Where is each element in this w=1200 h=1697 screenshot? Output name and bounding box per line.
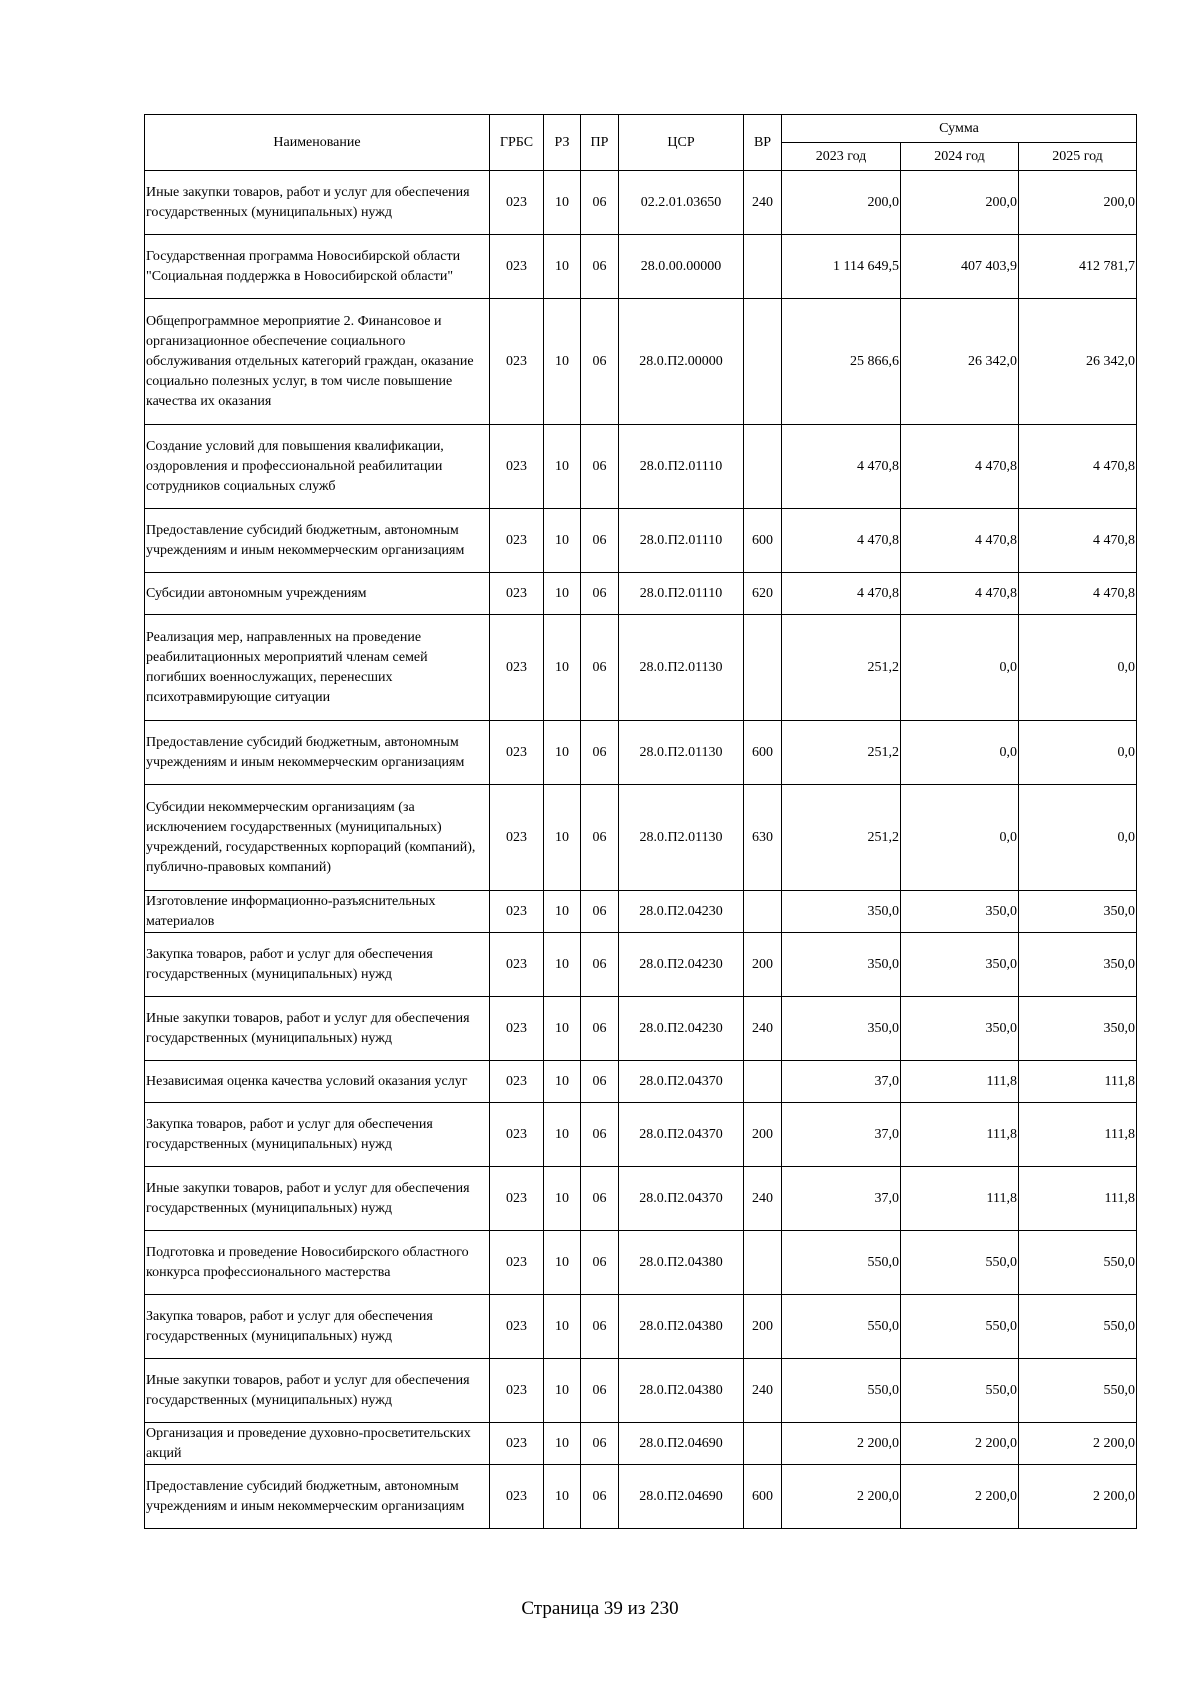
table-row [145, 235, 1137, 299]
cell-2023: 4 470,8 [782, 425, 901, 509]
cell-grbs: 023 [490, 1231, 544, 1295]
cell-2025: 2 200,0 [1019, 1423, 1137, 1465]
cell-2023: 550,0 [782, 1359, 901, 1423]
cell-2024: 350,0 [901, 997, 1019, 1061]
table-row [145, 171, 1137, 235]
cell-2023: 251,2 [782, 721, 901, 785]
cell-rz: 10 [544, 933, 581, 997]
cell-2024: 550,0 [901, 1231, 1019, 1295]
cell-pr: 06 [581, 1167, 619, 1231]
cell-2024: 0,0 [901, 785, 1019, 891]
cell-name: Предоставление субсидий бюджетным, автономным учреждениям и иным некоммерческим организациям [145, 721, 490, 785]
cell-2025: 4 470,8 [1019, 573, 1137, 615]
cell-2023: 2 200,0 [782, 1465, 901, 1529]
cell-2024: 4 470,8 [901, 573, 1019, 615]
cell-csr: 28.0.П2.00000 [619, 299, 744, 425]
cell-grbs: 023 [490, 1465, 544, 1529]
cell-2025: 350,0 [1019, 933, 1137, 997]
cell-2025: 111,8 [1019, 1167, 1137, 1231]
cell-2024: 407 403,9 [901, 235, 1019, 299]
cell-rz: 10 [544, 299, 581, 425]
cell-grbs: 023 [490, 573, 544, 615]
cell-vr: 630 [744, 785, 782, 891]
cell-2025: 550,0 [1019, 1359, 1137, 1423]
cell-2023: 37,0 [782, 1061, 901, 1103]
cell-csr: 28.0.П2.04380 [619, 1295, 744, 1359]
cell-pr: 06 [581, 1465, 619, 1529]
table-body [145, 171, 1137, 1529]
cell-grbs: 023 [490, 891, 544, 933]
cell-2024: 4 470,8 [901, 425, 1019, 509]
cell-2024: 26 342,0 [901, 299, 1019, 425]
cell-pr: 06 [581, 235, 619, 299]
cell-grbs: 023 [490, 299, 544, 425]
cell-grbs: 023 [490, 721, 544, 785]
cell-2024: 550,0 [901, 1359, 1019, 1423]
cell-csr: 28.0.П2.04380 [619, 1359, 744, 1423]
cell-csr: 28.0.П2.01130 [619, 615, 744, 721]
cell-2025: 350,0 [1019, 891, 1137, 933]
cell-pr: 06 [581, 1231, 619, 1295]
header-pr: ПР [581, 115, 619, 171]
table-row [145, 1295, 1137, 1359]
cell-grbs: 023 [490, 615, 544, 721]
cell-2025: 0,0 [1019, 785, 1137, 891]
cell-name: Иные закупки товаров, работ и услуг для обеспечения государственных (муниципальных) нужд [145, 171, 490, 235]
cell-name: Закупка товаров, работ и услуг для обеспечения государственных (муниципальных) нужд [145, 1295, 490, 1359]
cell-vr [744, 235, 782, 299]
cell-pr: 06 [581, 1061, 619, 1103]
table-row [145, 1061, 1137, 1103]
cell-name: Подготовка и проведение Новосибирского областного конкурса профессионального мастерства [145, 1231, 490, 1295]
cell-csr: 28.0.П2.01130 [619, 785, 744, 891]
cell-name: Изготовление информационно-разъяснительных материалов [145, 891, 490, 933]
cell-2024: 200,0 [901, 171, 1019, 235]
cell-vr: 240 [744, 171, 782, 235]
cell-2024: 4 470,8 [901, 509, 1019, 573]
cell-vr: 240 [744, 1359, 782, 1423]
cell-2025: 111,8 [1019, 1103, 1137, 1167]
table-row [145, 933, 1137, 997]
table-row [145, 425, 1137, 509]
cell-vr [744, 1423, 782, 1465]
cell-2025: 4 470,8 [1019, 509, 1137, 573]
cell-rz: 10 [544, 1295, 581, 1359]
cell-rz: 10 [544, 171, 581, 235]
table-row [145, 615, 1137, 721]
cell-pr: 06 [581, 1103, 619, 1167]
cell-2023: 350,0 [782, 933, 901, 997]
table-row [145, 1423, 1137, 1465]
cell-2023: 550,0 [782, 1231, 901, 1295]
cell-vr: 240 [744, 1167, 782, 1231]
cell-csr: 28.0.П2.04370 [619, 1103, 744, 1167]
cell-vr: 240 [744, 997, 782, 1061]
header-year-2024: 2024 год [901, 143, 1019, 171]
cell-name: Иные закупки товаров, работ и услуг для обеспечения государственных (муниципальных) нужд [145, 997, 490, 1061]
cell-name: Общепрограммное мероприятие 2. Финансовое и организационное обеспечение социального обслуживания отдельных категорий граждан, оказание социально полезных услуг, в том числе повышение качества их оказания [145, 299, 490, 425]
cell-vr [744, 615, 782, 721]
cell-vr: 600 [744, 1465, 782, 1529]
cell-csr: 28.0.П2.04230 [619, 933, 744, 997]
budget-table [144, 114, 1137, 1529]
cell-pr: 06 [581, 1295, 619, 1359]
cell-2025: 350,0 [1019, 997, 1137, 1061]
cell-2025: 550,0 [1019, 1231, 1137, 1295]
cell-2023: 251,2 [782, 615, 901, 721]
cell-csr: 28.0.П2.04380 [619, 1231, 744, 1295]
cell-2025: 26 342,0 [1019, 299, 1137, 425]
cell-rz: 10 [544, 1359, 581, 1423]
cell-grbs: 023 [490, 1061, 544, 1103]
table-row [145, 891, 1137, 933]
table-row [145, 785, 1137, 891]
cell-pr: 06 [581, 997, 619, 1061]
cell-csr: 02.2.01.03650 [619, 171, 744, 235]
cell-rz: 10 [544, 235, 581, 299]
table-row [145, 509, 1137, 573]
cell-rz: 10 [544, 509, 581, 573]
cell-csr: 28.0.00.00000 [619, 235, 744, 299]
cell-pr: 06 [581, 891, 619, 933]
cell-csr: 28.0.П2.01110 [619, 573, 744, 615]
cell-name: Закупка товаров, работ и услуг для обеспечения государственных (муниципальных) нужд [145, 933, 490, 997]
cell-vr [744, 425, 782, 509]
header-year-2025: 2025 год [1019, 143, 1137, 171]
cell-2024: 350,0 [901, 891, 1019, 933]
cell-vr: 600 [744, 721, 782, 785]
table-row [145, 721, 1137, 785]
cell-name: Предоставление субсидий бюджетным, автономным учреждениям и иным некоммерческим организациям [145, 1465, 490, 1529]
cell-rz: 10 [544, 1103, 581, 1167]
cell-2023: 37,0 [782, 1103, 901, 1167]
cell-2024: 111,8 [901, 1103, 1019, 1167]
cell-vr: 200 [744, 933, 782, 997]
cell-2023: 350,0 [782, 997, 901, 1061]
cell-pr: 06 [581, 171, 619, 235]
header-sum: Сумма [782, 115, 1137, 143]
cell-vr [744, 299, 782, 425]
cell-grbs: 023 [490, 933, 544, 997]
cell-2025: 200,0 [1019, 171, 1137, 235]
cell-pr: 06 [581, 1359, 619, 1423]
cell-csr: 28.0.П2.01110 [619, 509, 744, 573]
cell-grbs: 023 [490, 1167, 544, 1231]
cell-2023: 251,2 [782, 785, 901, 891]
cell-2024: 0,0 [901, 615, 1019, 721]
header-name: Наименование [145, 115, 490, 171]
table-row [145, 573, 1137, 615]
table-row [145, 997, 1137, 1061]
cell-grbs: 023 [490, 1295, 544, 1359]
cell-2023: 4 470,8 [782, 573, 901, 615]
header-vr: ВР [744, 115, 782, 171]
cell-name: Государственная программа Новосибирской области "Социальная поддержка в Новосибирской области" [145, 235, 490, 299]
cell-pr: 06 [581, 785, 619, 891]
cell-pr: 06 [581, 721, 619, 785]
cell-name: Независимая оценка качества условий оказания услуг [145, 1061, 490, 1103]
cell-2023: 350,0 [782, 891, 901, 933]
cell-name: Предоставление субсидий бюджетным, автономным учреждениям и иным некоммерческим организациям [145, 509, 490, 573]
cell-vr: 200 [744, 1295, 782, 1359]
cell-2023: 550,0 [782, 1295, 901, 1359]
cell-2024: 2 200,0 [901, 1423, 1019, 1465]
cell-2024: 350,0 [901, 933, 1019, 997]
cell-rz: 10 [544, 1167, 581, 1231]
cell-rz: 10 [544, 721, 581, 785]
cell-2023: 25 866,6 [782, 299, 901, 425]
cell-vr: 620 [744, 573, 782, 615]
cell-grbs: 023 [490, 1359, 544, 1423]
cell-csr: 28.0.П2.01130 [619, 721, 744, 785]
cell-csr: 28.0.П2.04230 [619, 891, 744, 933]
cell-grbs: 023 [490, 785, 544, 891]
cell-rz: 10 [544, 1231, 581, 1295]
cell-2025: 550,0 [1019, 1295, 1137, 1359]
cell-rz: 10 [544, 573, 581, 615]
cell-pr: 06 [581, 1423, 619, 1465]
cell-csr: 28.0.П2.04370 [619, 1061, 744, 1103]
cell-2025: 2 200,0 [1019, 1465, 1137, 1529]
cell-rz: 10 [544, 997, 581, 1061]
cell-rz: 10 [544, 425, 581, 509]
page-number: Страница 39 из 230 [521, 1598, 679, 1619]
table-row [145, 1167, 1137, 1231]
cell-csr: 28.0.П2.04690 [619, 1423, 744, 1465]
table-row [145, 299, 1137, 425]
cell-2024: 550,0 [901, 1295, 1019, 1359]
cell-2023: 37,0 [782, 1167, 901, 1231]
table-row [145, 1231, 1137, 1295]
cell-pr: 06 [581, 509, 619, 573]
cell-rz: 10 [544, 1465, 581, 1529]
cell-2025: 111,8 [1019, 1061, 1137, 1103]
header-year-2023: 2023 год [782, 143, 901, 171]
cell-grbs: 023 [490, 1423, 544, 1465]
cell-name: Организация и проведение духовно-просветительских акций [145, 1423, 490, 1465]
cell-grbs: 023 [490, 1103, 544, 1167]
cell-2024: 0,0 [901, 721, 1019, 785]
cell-name: Иные закупки товаров, работ и услуг для обеспечения государственных (муниципальных) нужд [145, 1359, 490, 1423]
cell-pr: 06 [581, 933, 619, 997]
cell-vr [744, 1061, 782, 1103]
cell-vr [744, 1231, 782, 1295]
cell-2023: 2 200,0 [782, 1423, 901, 1465]
cell-vr [744, 891, 782, 933]
cell-rz: 10 [544, 1061, 581, 1103]
cell-rz: 10 [544, 891, 581, 933]
table-row [145, 1465, 1137, 1529]
cell-2024: 111,8 [901, 1167, 1019, 1231]
cell-csr: 28.0.П2.04690 [619, 1465, 744, 1529]
cell-2025: 4 470,8 [1019, 425, 1137, 509]
header-csr: ЦСР [619, 115, 744, 171]
cell-pr: 06 [581, 425, 619, 509]
header-grbs: ГРБС [490, 115, 544, 171]
table-row [145, 1359, 1137, 1423]
cell-2025: 412 781,7 [1019, 235, 1137, 299]
cell-2023: 200,0 [782, 171, 901, 235]
cell-name: Реализация мер, направленных на проведение реабилитационных мероприятий членам семей погибших военнослужащих, перенесших психотравмирующие ситуации [145, 615, 490, 721]
cell-csr: 28.0.П2.04230 [619, 997, 744, 1061]
cell-2023: 4 470,8 [782, 509, 901, 573]
cell-rz: 10 [544, 1423, 581, 1465]
cell-grbs: 023 [490, 171, 544, 235]
cell-pr: 06 [581, 299, 619, 425]
cell-grbs: 023 [490, 509, 544, 573]
cell-name: Субсидии некоммерческим организациям (за исключением государственных (муниципальных) учреждений, государственных корпораций (компаний), публично-правовых компаний) [145, 785, 490, 891]
cell-vr: 600 [744, 509, 782, 573]
cell-2024: 111,8 [901, 1061, 1019, 1103]
cell-grbs: 023 [490, 997, 544, 1061]
table-row [145, 1103, 1137, 1167]
cell-2024: 2 200,0 [901, 1465, 1019, 1529]
cell-name: Субсидии автономным учреждениям [145, 573, 490, 615]
cell-vr: 200 [744, 1103, 782, 1167]
cell-2023: 1 114 649,5 [782, 235, 901, 299]
cell-name: Создание условий для повышения квалификации, оздоровления и профессиональной реабилитации сотрудников социальных служб [145, 425, 490, 509]
cell-2025: 0,0 [1019, 615, 1137, 721]
cell-name: Закупка товаров, работ и услуг для обеспечения государственных (муниципальных) нужд [145, 1103, 490, 1167]
cell-rz: 10 [544, 785, 581, 891]
cell-grbs: 023 [490, 235, 544, 299]
cell-2025: 0,0 [1019, 721, 1137, 785]
cell-grbs: 023 [490, 425, 544, 509]
header-rz: РЗ [544, 115, 581, 171]
cell-pr: 06 [581, 573, 619, 615]
cell-pr: 06 [581, 615, 619, 721]
cell-name: Иные закупки товаров, работ и услуг для обеспечения государственных (муниципальных) нужд [145, 1167, 490, 1231]
cell-csr: 28.0.П2.04370 [619, 1167, 744, 1231]
cell-csr: 28.0.П2.01110 [619, 425, 744, 509]
cell-rz: 10 [544, 615, 581, 721]
